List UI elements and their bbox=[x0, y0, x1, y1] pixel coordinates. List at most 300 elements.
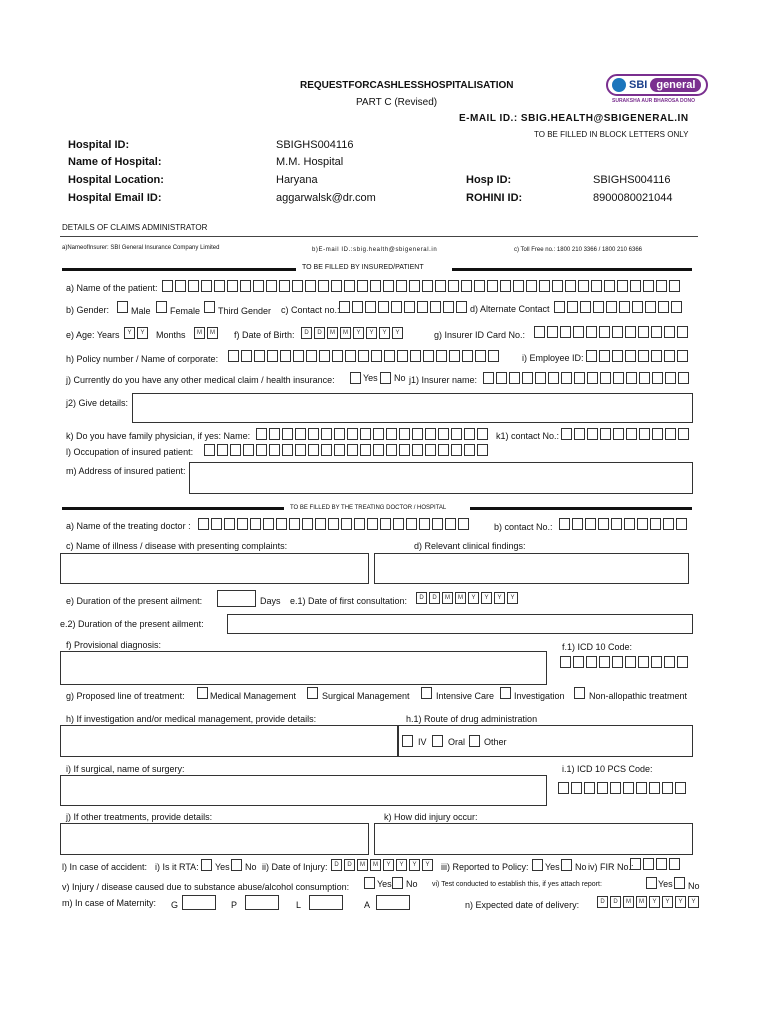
character-box[interactable] bbox=[522, 372, 533, 384]
character-box[interactable] bbox=[676, 518, 687, 530]
character-box[interactable] bbox=[649, 782, 660, 794]
character-box[interactable] bbox=[617, 280, 628, 292]
character-box[interactable] bbox=[357, 280, 368, 292]
character-box[interactable] bbox=[397, 350, 408, 362]
character-box[interactable] bbox=[534, 326, 545, 338]
rta-no-checkbox[interactable] bbox=[231, 859, 242, 871]
character-box[interactable] bbox=[600, 372, 611, 384]
character-box[interactable] bbox=[598, 518, 609, 530]
character-box[interactable] bbox=[626, 428, 637, 440]
route-iv-checkbox[interactable] bbox=[402, 735, 413, 747]
fc-y[interactable]: Y bbox=[468, 592, 479, 604]
character-box[interactable] bbox=[678, 372, 689, 384]
character-box[interactable] bbox=[295, 444, 306, 456]
fc-y[interactable]: Y bbox=[481, 592, 492, 604]
character-box[interactable] bbox=[552, 280, 563, 292]
dob-d[interactable]: D bbox=[301, 327, 312, 339]
fc-y[interactable]: Y bbox=[494, 592, 505, 604]
character-box[interactable] bbox=[399, 428, 410, 440]
route-other-checkbox[interactable] bbox=[469, 735, 480, 747]
month-box[interactable]: M bbox=[207, 327, 218, 339]
dob-y[interactable]: Y bbox=[366, 327, 377, 339]
character-box[interactable] bbox=[438, 444, 449, 456]
substance-no-checkbox[interactable] bbox=[392, 877, 403, 889]
rta-yes-checkbox[interactable] bbox=[201, 859, 212, 871]
character-box[interactable] bbox=[591, 280, 602, 292]
character-box[interactable] bbox=[597, 782, 608, 794]
character-box[interactable] bbox=[295, 428, 306, 440]
character-box[interactable] bbox=[243, 444, 254, 456]
character-box[interactable] bbox=[458, 518, 469, 530]
character-box[interactable] bbox=[352, 301, 363, 313]
character-box[interactable] bbox=[456, 301, 467, 313]
character-box[interactable] bbox=[624, 518, 635, 530]
character-box[interactable] bbox=[464, 428, 475, 440]
character-box[interactable] bbox=[477, 444, 488, 456]
character-box[interactable] bbox=[315, 518, 326, 530]
character-box[interactable] bbox=[365, 301, 376, 313]
character-box[interactable] bbox=[613, 372, 624, 384]
character-box[interactable] bbox=[613, 428, 624, 440]
dob-m[interactable]: M bbox=[327, 327, 338, 339]
character-box[interactable] bbox=[625, 350, 636, 362]
del-m[interactable]: M bbox=[636, 896, 647, 908]
character-box[interactable] bbox=[409, 280, 420, 292]
third-gender-checkbox[interactable] bbox=[204, 301, 215, 313]
character-box[interactable] bbox=[662, 782, 673, 794]
character-box[interactable] bbox=[345, 350, 356, 362]
character-box[interactable] bbox=[175, 280, 186, 292]
character-box[interactable] bbox=[241, 350, 252, 362]
character-box[interactable] bbox=[574, 428, 585, 440]
character-box[interactable] bbox=[671, 301, 682, 313]
character-box[interactable] bbox=[586, 350, 597, 362]
character-box[interactable] bbox=[423, 350, 434, 362]
character-box[interactable] bbox=[664, 350, 675, 362]
character-box[interactable] bbox=[571, 782, 582, 794]
medical-management-checkbox[interactable] bbox=[197, 687, 208, 699]
character-box[interactable] bbox=[393, 518, 404, 530]
character-box[interactable] bbox=[367, 518, 378, 530]
inj-y[interactable]: Y bbox=[422, 859, 433, 871]
character-box[interactable] bbox=[445, 518, 456, 530]
police-no-checkbox[interactable] bbox=[561, 859, 572, 871]
character-box[interactable] bbox=[435, 280, 446, 292]
character-box[interactable] bbox=[339, 301, 350, 313]
character-box[interactable] bbox=[380, 518, 391, 530]
character-box[interactable] bbox=[302, 518, 313, 530]
del-d[interactable]: D bbox=[610, 896, 621, 908]
character-box[interactable] bbox=[638, 326, 649, 338]
month-box[interactable]: M bbox=[194, 327, 205, 339]
character-box[interactable] bbox=[214, 280, 225, 292]
character-box[interactable] bbox=[677, 350, 688, 362]
character-box[interactable] bbox=[386, 444, 397, 456]
character-box[interactable] bbox=[652, 372, 663, 384]
del-y[interactable]: Y bbox=[675, 896, 686, 908]
character-box[interactable] bbox=[321, 428, 332, 440]
character-box[interactable] bbox=[630, 280, 641, 292]
character-box[interactable] bbox=[308, 428, 319, 440]
non-allopathic-checkbox[interactable] bbox=[574, 687, 585, 699]
character-box[interactable] bbox=[560, 656, 571, 668]
character-box[interactable] bbox=[269, 428, 280, 440]
diagnosis-field[interactable] bbox=[60, 651, 547, 685]
character-box[interactable] bbox=[419, 518, 430, 530]
female-checkbox[interactable] bbox=[156, 301, 167, 313]
character-box[interactable] bbox=[513, 280, 524, 292]
character-box[interactable] bbox=[664, 326, 675, 338]
character-box[interactable] bbox=[266, 280, 277, 292]
character-box[interactable] bbox=[593, 301, 604, 313]
character-box[interactable] bbox=[612, 656, 623, 668]
family-physician-boxes[interactable] bbox=[256, 428, 490, 440]
character-box[interactable] bbox=[358, 350, 369, 362]
character-box[interactable] bbox=[279, 280, 290, 292]
character-box[interactable] bbox=[509, 372, 520, 384]
character-box[interactable] bbox=[637, 518, 648, 530]
character-box[interactable] bbox=[619, 301, 630, 313]
character-box[interactable] bbox=[422, 280, 433, 292]
character-box[interactable] bbox=[612, 350, 623, 362]
character-box[interactable] bbox=[412, 428, 423, 440]
character-box[interactable] bbox=[263, 518, 274, 530]
doctor-name-boxes[interactable] bbox=[198, 518, 471, 530]
character-box[interactable] bbox=[560, 326, 571, 338]
character-box[interactable] bbox=[567, 301, 578, 313]
employee-id-boxes[interactable] bbox=[586, 350, 690, 362]
character-box[interactable] bbox=[636, 782, 647, 794]
character-box[interactable] bbox=[332, 350, 343, 362]
character-box[interactable] bbox=[256, 444, 267, 456]
character-box[interactable] bbox=[253, 280, 264, 292]
character-box[interactable] bbox=[500, 280, 511, 292]
character-box[interactable] bbox=[606, 301, 617, 313]
patient-name-boxes[interactable] bbox=[162, 280, 682, 292]
character-box[interactable] bbox=[585, 518, 596, 530]
character-box[interactable] bbox=[250, 518, 261, 530]
character-box[interactable] bbox=[535, 372, 546, 384]
year-box[interactable]: Y bbox=[137, 327, 148, 339]
character-box[interactable] bbox=[578, 280, 589, 292]
character-box[interactable] bbox=[487, 280, 498, 292]
character-box[interactable] bbox=[293, 350, 304, 362]
injury-how-field[interactable] bbox=[374, 823, 693, 855]
k1-contact-boxes[interactable] bbox=[561, 428, 691, 440]
character-box[interactable] bbox=[347, 444, 358, 456]
dob-boxes[interactable] bbox=[301, 327, 405, 339]
character-box[interactable] bbox=[318, 280, 329, 292]
character-box[interactable] bbox=[227, 280, 238, 292]
character-box[interactable] bbox=[410, 350, 421, 362]
character-box[interactable] bbox=[347, 428, 358, 440]
police-yes-checkbox[interactable] bbox=[532, 859, 543, 871]
character-box[interactable] bbox=[188, 280, 199, 292]
character-box[interactable] bbox=[360, 444, 371, 456]
character-box[interactable] bbox=[626, 372, 637, 384]
character-box[interactable] bbox=[643, 858, 654, 870]
character-box[interactable] bbox=[282, 428, 293, 440]
fc-d[interactable]: D bbox=[429, 592, 440, 604]
character-box[interactable] bbox=[678, 428, 689, 440]
character-box[interactable] bbox=[292, 280, 303, 292]
character-box[interactable] bbox=[201, 280, 212, 292]
character-box[interactable] bbox=[305, 280, 316, 292]
character-box[interactable] bbox=[665, 372, 676, 384]
character-box[interactable] bbox=[391, 301, 402, 313]
character-box[interactable] bbox=[558, 782, 569, 794]
character-box[interactable] bbox=[371, 350, 382, 362]
character-box[interactable] bbox=[669, 280, 680, 292]
character-box[interactable] bbox=[651, 656, 662, 668]
character-box[interactable] bbox=[496, 372, 507, 384]
character-box[interactable] bbox=[406, 518, 417, 530]
del-y[interactable]: Y bbox=[688, 896, 699, 908]
character-box[interactable] bbox=[658, 301, 669, 313]
character-box[interactable] bbox=[383, 280, 394, 292]
first-consult-boxes[interactable] bbox=[416, 592, 520, 604]
dob-y[interactable]: Y bbox=[379, 327, 390, 339]
test-yes-checkbox[interactable] bbox=[646, 877, 657, 889]
character-box[interactable] bbox=[432, 518, 443, 530]
del-m[interactable]: M bbox=[623, 896, 634, 908]
investigation-details-field[interactable] bbox=[60, 725, 398, 757]
character-box[interactable] bbox=[438, 428, 449, 440]
abortion-field[interactable] bbox=[376, 895, 410, 910]
character-box[interactable] bbox=[554, 301, 565, 313]
character-box[interactable] bbox=[572, 518, 583, 530]
character-box[interactable] bbox=[436, 350, 447, 362]
character-box[interactable] bbox=[638, 350, 649, 362]
character-box[interactable] bbox=[198, 518, 209, 530]
character-box[interactable] bbox=[475, 350, 486, 362]
duration2-field[interactable] bbox=[227, 614, 693, 634]
character-box[interactable] bbox=[639, 372, 650, 384]
fir-boxes[interactable] bbox=[630, 858, 682, 870]
route-oral-checkbox[interactable] bbox=[432, 735, 443, 747]
character-box[interactable] bbox=[449, 350, 460, 362]
character-box[interactable] bbox=[282, 444, 293, 456]
character-box[interactable] bbox=[230, 444, 241, 456]
character-box[interactable] bbox=[625, 656, 636, 668]
character-box[interactable] bbox=[561, 428, 572, 440]
character-box[interactable] bbox=[574, 372, 585, 384]
character-box[interactable] bbox=[625, 326, 636, 338]
del-y[interactable]: Y bbox=[649, 896, 660, 908]
other-claim-yes-checkbox[interactable] bbox=[350, 372, 361, 384]
character-box[interactable] bbox=[599, 326, 610, 338]
character-box[interactable] bbox=[341, 518, 352, 530]
character-box[interactable] bbox=[565, 280, 576, 292]
fc-d[interactable]: D bbox=[416, 592, 427, 604]
character-box[interactable] bbox=[587, 428, 598, 440]
character-box[interactable] bbox=[269, 444, 280, 456]
character-box[interactable] bbox=[321, 444, 332, 456]
character-box[interactable] bbox=[276, 518, 287, 530]
character-box[interactable] bbox=[254, 350, 265, 362]
character-box[interactable] bbox=[665, 428, 676, 440]
inj-d[interactable]: D bbox=[331, 859, 342, 871]
character-box[interactable] bbox=[443, 301, 454, 313]
character-box[interactable] bbox=[334, 428, 345, 440]
surgical-management-checkbox[interactable] bbox=[307, 687, 318, 699]
character-box[interactable] bbox=[610, 782, 621, 794]
inj-m[interactable]: M bbox=[357, 859, 368, 871]
character-box[interactable] bbox=[328, 518, 339, 530]
intensive-care-checkbox[interactable] bbox=[421, 687, 432, 699]
character-box[interactable] bbox=[306, 350, 317, 362]
inj-m[interactable]: M bbox=[370, 859, 381, 871]
give-details-field[interactable] bbox=[132, 393, 693, 423]
inj-y[interactable]: Y bbox=[383, 859, 394, 871]
character-box[interactable] bbox=[612, 326, 623, 338]
character-box[interactable] bbox=[580, 301, 591, 313]
icd10pcs-boxes[interactable] bbox=[558, 782, 688, 794]
character-box[interactable] bbox=[451, 428, 462, 440]
doctor-contact-boxes[interactable] bbox=[559, 518, 689, 530]
address-field[interactable] bbox=[189, 462, 693, 494]
character-box[interactable] bbox=[360, 428, 371, 440]
investigation-checkbox[interactable] bbox=[500, 687, 511, 699]
illness-field[interactable] bbox=[60, 553, 369, 584]
character-box[interactable] bbox=[451, 444, 462, 456]
character-box[interactable] bbox=[526, 280, 537, 292]
character-box[interactable] bbox=[548, 372, 559, 384]
test-no-checkbox[interactable] bbox=[674, 877, 685, 889]
icd10-boxes[interactable] bbox=[560, 656, 690, 668]
character-box[interactable] bbox=[280, 350, 291, 362]
character-box[interactable] bbox=[425, 444, 436, 456]
character-box[interactable] bbox=[224, 518, 235, 530]
character-box[interactable] bbox=[488, 350, 499, 362]
policy-boxes[interactable] bbox=[228, 350, 501, 362]
character-box[interactable] bbox=[663, 518, 674, 530]
dob-d[interactable]: D bbox=[314, 327, 325, 339]
year-box[interactable]: Y bbox=[124, 327, 135, 339]
character-box[interactable] bbox=[204, 444, 215, 456]
character-box[interactable] bbox=[211, 518, 222, 530]
character-box[interactable] bbox=[448, 280, 459, 292]
character-box[interactable] bbox=[584, 782, 595, 794]
alt-contact-boxes[interactable] bbox=[554, 301, 684, 313]
character-box[interactable] bbox=[656, 280, 667, 292]
gravida-field[interactable] bbox=[182, 895, 216, 910]
character-box[interactable] bbox=[573, 656, 584, 668]
fc-m[interactable]: M bbox=[455, 592, 466, 604]
character-box[interactable] bbox=[240, 280, 251, 292]
character-box[interactable] bbox=[425, 428, 436, 440]
character-box[interactable] bbox=[373, 444, 384, 456]
character-box[interactable] bbox=[217, 444, 228, 456]
inj-d[interactable]: D bbox=[344, 859, 355, 871]
dob-m[interactable]: M bbox=[340, 327, 351, 339]
character-box[interactable] bbox=[373, 428, 384, 440]
character-box[interactable] bbox=[464, 444, 475, 456]
character-box[interactable] bbox=[412, 444, 423, 456]
character-box[interactable] bbox=[461, 280, 472, 292]
contact-boxes[interactable] bbox=[339, 301, 469, 313]
character-box[interactable] bbox=[319, 350, 330, 362]
character-box[interactable] bbox=[677, 326, 688, 338]
character-box[interactable] bbox=[399, 444, 410, 456]
character-box[interactable] bbox=[289, 518, 300, 530]
character-box[interactable] bbox=[650, 518, 661, 530]
character-box[interactable] bbox=[386, 428, 397, 440]
character-box[interactable] bbox=[587, 372, 598, 384]
character-box[interactable] bbox=[474, 280, 485, 292]
character-box[interactable] bbox=[430, 301, 441, 313]
character-box[interactable] bbox=[559, 518, 570, 530]
character-box[interactable] bbox=[669, 858, 680, 870]
character-box[interactable] bbox=[586, 326, 597, 338]
character-box[interactable] bbox=[477, 428, 488, 440]
character-box[interactable] bbox=[267, 350, 278, 362]
character-box[interactable] bbox=[599, 350, 610, 362]
character-box[interactable] bbox=[162, 280, 173, 292]
character-box[interactable] bbox=[652, 428, 663, 440]
inj-y[interactable]: Y bbox=[409, 859, 420, 871]
character-box[interactable] bbox=[639, 428, 650, 440]
duration-days-field[interactable] bbox=[217, 590, 256, 607]
character-box[interactable] bbox=[675, 782, 686, 794]
character-box[interactable] bbox=[632, 301, 643, 313]
character-box[interactable] bbox=[645, 301, 656, 313]
other-treatments-field[interactable] bbox=[60, 823, 369, 855]
character-box[interactable] bbox=[651, 326, 662, 338]
del-y[interactable]: Y bbox=[662, 896, 673, 908]
age-years-boxes[interactable] bbox=[124, 327, 150, 339]
character-box[interactable] bbox=[370, 280, 381, 292]
character-box[interactable] bbox=[404, 301, 415, 313]
character-box[interactable] bbox=[334, 444, 345, 456]
character-box[interactable] bbox=[611, 518, 622, 530]
fc-m[interactable]: M bbox=[442, 592, 453, 604]
character-box[interactable] bbox=[630, 858, 641, 870]
insurer-name-boxes[interactable] bbox=[483, 372, 691, 384]
character-box[interactable] bbox=[651, 350, 662, 362]
character-box[interactable] bbox=[604, 280, 615, 292]
character-box[interactable] bbox=[638, 656, 649, 668]
character-box[interactable] bbox=[396, 280, 407, 292]
character-box[interactable] bbox=[378, 301, 389, 313]
character-box[interactable] bbox=[354, 518, 365, 530]
character-box[interactable] bbox=[643, 280, 654, 292]
character-box[interactable] bbox=[539, 280, 550, 292]
dob-y[interactable]: Y bbox=[353, 327, 364, 339]
male-checkbox[interactable] bbox=[117, 301, 128, 313]
character-box[interactable] bbox=[573, 326, 584, 338]
para-field[interactable] bbox=[245, 895, 279, 910]
character-box[interactable] bbox=[561, 372, 572, 384]
dob-y[interactable]: Y bbox=[392, 327, 403, 339]
surgery-name-field[interactable] bbox=[60, 775, 547, 806]
character-box[interactable] bbox=[462, 350, 473, 362]
insurer-card-boxes[interactable] bbox=[534, 326, 690, 338]
character-box[interactable] bbox=[677, 656, 688, 668]
character-box[interactable] bbox=[547, 326, 558, 338]
inj-y[interactable]: Y bbox=[396, 859, 407, 871]
delivery-date-boxes[interactable] bbox=[597, 896, 701, 908]
character-box[interactable] bbox=[256, 428, 267, 440]
living-field[interactable] bbox=[309, 895, 343, 910]
character-box[interactable] bbox=[308, 444, 319, 456]
occupation-boxes[interactable] bbox=[204, 444, 490, 456]
character-box[interactable] bbox=[599, 656, 610, 668]
character-box[interactable] bbox=[623, 782, 634, 794]
character-box[interactable] bbox=[384, 350, 395, 362]
character-box[interactable] bbox=[331, 280, 342, 292]
character-box[interactable] bbox=[228, 350, 239, 362]
